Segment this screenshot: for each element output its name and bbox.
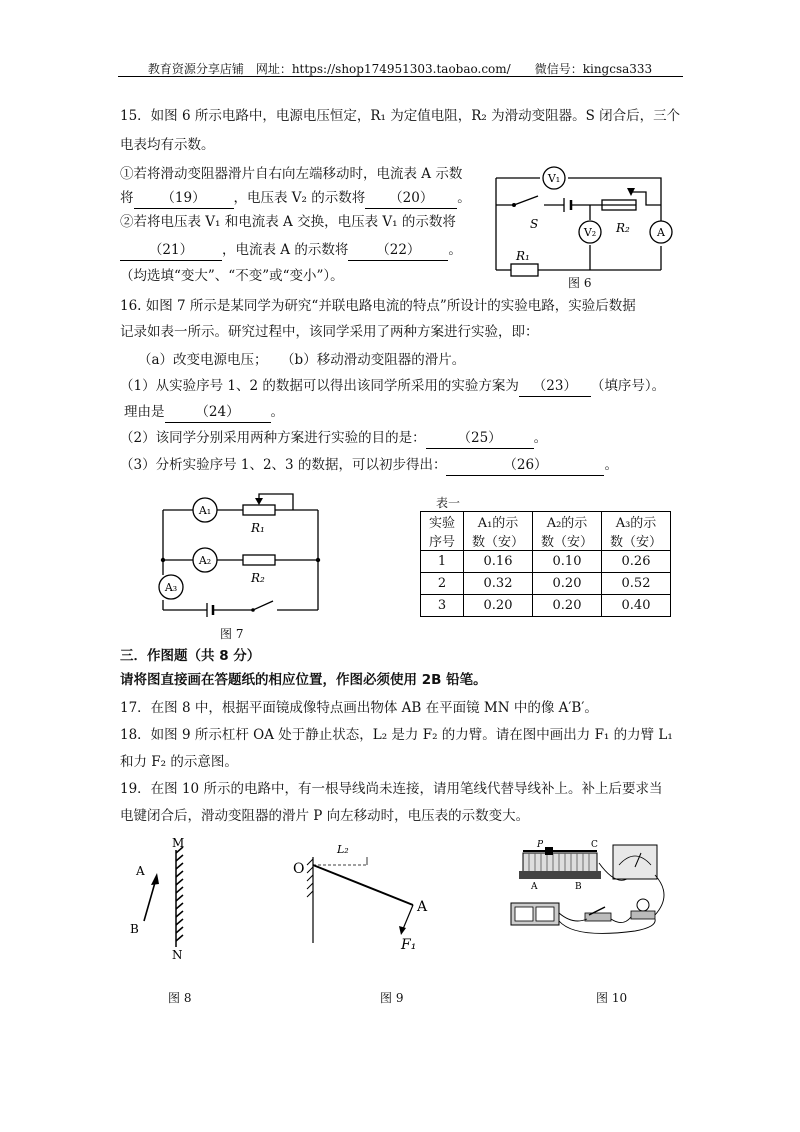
blank-25: （25）: [426, 428, 534, 449]
table-cell: 0.32: [464, 573, 533, 595]
blank-26: （26）: [446, 455, 604, 476]
q16-line3: （a）改变电源电压； （b）移动滑动变阻器的滑片。: [138, 352, 466, 368]
q15-line7: （均选填“变大”、“不变”或“变小”）。: [120, 268, 344, 284]
figure-10-apparatus: [505, 835, 680, 945]
q16-line4: [120, 376, 665, 397]
q16-text-7b: 。: [604, 457, 618, 473]
figure-7-caption: 图 7: [220, 627, 244, 641]
figure-8-mirror: [120, 835, 210, 965]
q15-line2: 电表均有示数。: [120, 137, 215, 153]
q16-line7: [120, 455, 618, 476]
table-header-cell: A₁的示 数（安）: [464, 512, 533, 551]
fig8-b-label: B: [130, 922, 139, 936]
fig6-a-label: A: [657, 226, 665, 239]
q16-line1: 16. 如图 7 所示是某同学为研究“并联电路电流的特点”所设计的实验电路，实验后数据: [120, 298, 636, 314]
q15-line3: ①若将滑动变阻器滑片自右向左端移动时，电流表 A 示数: [120, 166, 463, 182]
fig8-n-label: N: [172, 948, 183, 962]
fig7-r1-label: R₁: [251, 521, 265, 535]
fig6-v1-label: V₁: [547, 172, 561, 185]
fig6-v2-label: V₂: [583, 226, 597, 239]
q19-line2: 电键闭合后，滑动变阻器的滑片 P 向左移动时，电压表的示数变大。: [120, 808, 530, 824]
table-cell: 0.20: [533, 573, 602, 595]
figure-7-circuit: [155, 490, 330, 620]
table-row: [421, 595, 671, 617]
fig6-r2-label: R₂: [616, 221, 630, 235]
q15-text-4c: 。: [457, 190, 471, 206]
table-1: [420, 511, 671, 617]
fig7-a2-label: A₂: [198, 554, 212, 567]
page-header: 教育资源分享店铺 网址：https://shop174951303.taobao.com/ 微信号：kingcsa333: [147, 62, 653, 76]
table-header-cell: A₂的示 数（安）: [533, 512, 602, 551]
q15-line1: 15．如图 6 所示电路中，电源电压恒定，R₁ 为定值电阻，R₂ 为滑动变阻器。S 闭合后，三个: [120, 108, 681, 124]
blank-19: （19）: [134, 188, 234, 209]
q16-line5: [124, 402, 284, 423]
fig7-a1-label: A₁: [198, 504, 212, 517]
q16-line6: [120, 428, 547, 449]
q19-line1: 19．在图 10 所示的电路中，有一根导线尚未连接，请用笔线代替导线补上。补上后要求当: [120, 781, 663, 797]
q15-line5: ②若将电压表 V₁ 和电流表 A 交换，电压表 V₁ 的示数将: [120, 214, 456, 230]
table-cell: 0.52: [602, 573, 671, 595]
q15-line4: [120, 188, 471, 209]
q15-text-6a: ，电流表 A 的示数将: [222, 242, 349, 258]
section-3-title: 三．作图题（共 8 分）: [120, 648, 261, 664]
table-cell: 3: [421, 595, 464, 617]
fig10-c-label: C: [591, 840, 598, 850]
fig6-s-label: S: [530, 217, 539, 231]
fig10-a-label: A: [531, 882, 538, 892]
blank-24: （24）: [165, 402, 271, 423]
table-cell: 0.10: [533, 551, 602, 573]
fig10-p-label: P: [537, 840, 544, 850]
q15-text-4a: 将: [120, 190, 134, 206]
q16-text-5a: 理由是: [124, 404, 165, 420]
table-cell: 0.16: [464, 551, 533, 573]
table-cell: 0.20: [533, 595, 602, 617]
section-3-instruction: 请将图直接画在答题纸的相应位置，作图必须使用 2B 铅笔。: [120, 672, 487, 688]
table-header-row: [421, 512, 671, 551]
q18-line1: 18．如图 9 所示杠杆 OA 处于静止状态，L₂ 是力 F₂ 的力臂。请在图中画出力 F₁ 的力臂 L₁: [120, 727, 673, 743]
table-header-cell: 实验 序号: [421, 512, 464, 551]
figure-6-circuit: [486, 160, 686, 280]
figure-9-caption: 图 9: [380, 991, 404, 1005]
fig7-a3-label: A₃: [164, 581, 178, 594]
q16-text-5b: 。: [270, 404, 284, 420]
fig9-f1-label: F₁: [401, 937, 417, 953]
fig9-a-label: A: [417, 899, 428, 915]
q17-text: 17．在图 8 中，根据平面镜成像特点画出物体 AB 在平面镜 MN 中的像 A′B′。: [120, 700, 598, 716]
table-header-cell: A₃的示 数（安）: [602, 512, 671, 551]
blank-23: （23）: [519, 376, 591, 397]
table-cell: 0.26: [602, 551, 671, 573]
q15-line6: [120, 240, 462, 261]
fig7-r2-label: R₂: [251, 571, 265, 585]
fig10-b-label: B: [575, 882, 582, 892]
figure-6-caption: 图 6: [568, 276, 592, 290]
q16-text-4a: （1）从实验序号 1、2 的数据可以得出该同学所采用的实验方案为: [120, 378, 519, 394]
figure-10-caption: 图 10: [596, 991, 628, 1005]
figure-9-lever: [285, 835, 445, 965]
header-divider: [118, 76, 683, 77]
q16-text-6b: 。: [533, 430, 548, 446]
q15-text-4b: ，电压表 V₂ 的示数将: [233, 190, 366, 206]
q16-text-6a: （2）该同学分别采用两种方案进行实验的目的是：: [120, 430, 426, 446]
q18-line2: 和力 F₂ 的示意图。: [120, 754, 238, 770]
q16-line2: 记录如表一所示。研究过程中，该同学采用了两种方案进行实验，即：: [120, 324, 539, 340]
q16-text-7a: （3）分析实验序号 1、2、3 的数据，可以初步得出：: [120, 457, 447, 473]
q15-text-6b: 。: [448, 242, 462, 258]
blank-21: （21）: [120, 240, 222, 261]
table-cell: 1: [421, 551, 464, 573]
table-cell: 0.40: [602, 595, 671, 617]
figure-8-caption: 图 8: [168, 991, 192, 1005]
fig6-r1-label: R₁: [516, 249, 530, 263]
table-row: [421, 573, 671, 595]
fig9-o-label: O: [293, 861, 305, 877]
fig9-l2-label: L₂: [337, 843, 349, 856]
fig8-a-label: A: [136, 864, 145, 878]
fig8-m-label: M: [172, 836, 185, 850]
q16-text-4b: （填序号）。: [590, 378, 666, 394]
blank-22: （22）: [348, 240, 448, 261]
table-row: [421, 551, 671, 573]
blank-20: （20）: [365, 188, 457, 209]
table-cell: 2: [421, 573, 464, 595]
table-1-title: 表一: [436, 496, 461, 510]
table-cell: 0.20: [464, 595, 533, 617]
